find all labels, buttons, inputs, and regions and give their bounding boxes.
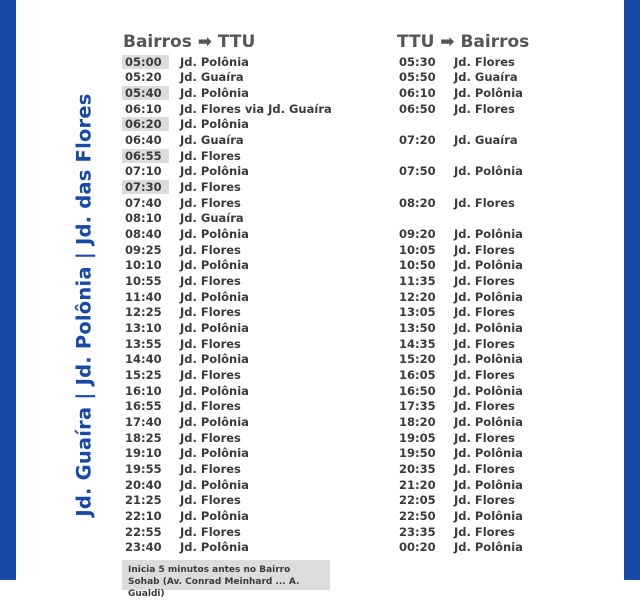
departure-time: 21:25 (125, 493, 162, 508)
schedule-row (114, 273, 332, 289)
departure-time (396, 180, 443, 194)
departure-time: 12:20 (399, 289, 436, 304)
destination: Jd. Polônia (454, 540, 523, 555)
departure-time: 05:30 (399, 54, 436, 69)
schedule-row (388, 383, 529, 399)
destination: Jd. Polônia (454, 164, 523, 179)
schedule-row (388, 539, 529, 555)
schedule-row (388, 461, 529, 477)
destination: Jd. Polônia (180, 117, 249, 132)
destination: Jd. Flores (454, 461, 515, 476)
departure-time: 17:40 (125, 414, 162, 429)
departure-time: 10:55 (125, 274, 162, 289)
departure-time: 06:10 (125, 101, 162, 116)
schedule-row (388, 445, 529, 461)
departure-time: 15:20 (399, 352, 436, 367)
schedule-row (114, 414, 332, 430)
departure-time: 05:50 (399, 70, 436, 85)
destination: Jd. Flores (180, 148, 241, 163)
destination: Jd. Flores (180, 305, 241, 320)
departure-time: 23:35 (399, 524, 436, 539)
destination: Jd. Flores (454, 101, 515, 116)
departure-time: 20:35 (399, 461, 436, 476)
schedule-row (388, 101, 529, 117)
departure-time: 17:35 (399, 399, 436, 414)
destination: Jd. Polônia (454, 352, 523, 367)
departure-time: 19:05 (399, 430, 436, 445)
schedule-row (388, 54, 529, 70)
schedule-row (388, 226, 529, 242)
departure-time (396, 117, 443, 131)
destination: Jd. Flores (454, 367, 515, 382)
destination: Jd. Polônia (180, 414, 249, 429)
schedule-row (388, 242, 529, 258)
destination: Jd. Polônia (180, 258, 249, 273)
destination: Jd. Flores (180, 195, 241, 210)
departure-time: 12:25 (125, 305, 162, 320)
destination: Jd. Polônia (180, 352, 249, 367)
destination: Jd. Flores (180, 336, 241, 351)
departure-time: 23:40 (125, 540, 162, 555)
destination: Jd. Flores (454, 54, 515, 69)
schedule-row (114, 211, 332, 227)
schedule-row (114, 148, 332, 164)
destination: Jd. Polônia (454, 383, 523, 398)
destination: Jd. Guaíra (180, 133, 244, 148)
departure-time: 11:35 (399, 274, 436, 289)
departure-time: 07:10 (125, 164, 162, 179)
departure-time: 16:05 (399, 367, 436, 382)
schedule-row (388, 477, 529, 493)
schedule-row (388, 195, 529, 211)
schedule-row (388, 273, 529, 289)
departure-time: 05:20 (125, 70, 162, 85)
destination: Jd. Flores (180, 493, 241, 508)
destination: Jd. Flores (454, 336, 515, 351)
departure-time: 10:50 (399, 258, 436, 273)
schedule-row (388, 258, 529, 274)
departure-time: 05:40 (122, 86, 169, 100)
destination: Jd. Guaíra (454, 70, 518, 85)
destination: Jd. Polônia (180, 86, 249, 101)
departure-time: 10:05 (399, 242, 436, 257)
destination: Jd. Flores (454, 274, 515, 289)
departure-time: 10:10 (125, 258, 162, 273)
destination: Jd. Flores (180, 430, 241, 445)
destination: Jd. Flores (180, 242, 241, 257)
schedule-row (388, 492, 529, 508)
destination: Jd. Polônia (180, 320, 249, 335)
departure-time (396, 211, 443, 225)
schedule-row (114, 508, 332, 524)
schedule-row (388, 305, 529, 321)
schedule-row (388, 148, 529, 164)
schedule-row (114, 179, 332, 195)
schedule-row (388, 367, 529, 383)
schedule-row (114, 101, 332, 117)
schedule-row (388, 414, 529, 430)
departure-time: 19:10 (125, 446, 162, 461)
schedule-row (114, 430, 332, 446)
schedule-row (114, 351, 332, 367)
departure-time: 22:10 (125, 508, 162, 523)
departure-time: 08:40 (125, 227, 162, 242)
destination: Jd. Polônia (180, 477, 249, 492)
destination: Jd. Guaíra (180, 211, 244, 226)
departure-time: 08:20 (399, 195, 436, 210)
destination: Jd. Polônia (180, 383, 249, 398)
right-blue-border (624, 0, 640, 580)
destination: Jd. Flores (454, 399, 515, 414)
departure-time: 08:10 (125, 211, 162, 226)
destination: Jd. Flores (454, 493, 515, 508)
destination: Jd. Flores (454, 242, 515, 257)
destination: Jd. Flores (454, 524, 515, 539)
departure-time: 19:55 (125, 461, 162, 476)
schedule-row (388, 211, 529, 227)
departure-time: 13:10 (125, 320, 162, 335)
schedule-row (388, 336, 529, 352)
destination: Jd. Guaíra (180, 70, 244, 85)
schedule-row (388, 320, 529, 336)
schedule-row (114, 445, 332, 461)
departure-time: 16:50 (399, 383, 436, 398)
schedule-row (114, 477, 332, 493)
schedule-row (114, 289, 332, 305)
schedule-row (114, 492, 332, 508)
departure-time: 11:40 (125, 289, 162, 304)
destination: Jd. Polônia (180, 446, 249, 461)
destination: Jd. Polônia (454, 258, 523, 273)
departure-time: 16:10 (125, 383, 162, 398)
schedule-row (114, 242, 332, 258)
schedule-row (388, 508, 529, 524)
schedule-bairros-to-ttu (114, 30, 332, 555)
destination: Jd. Flores (180, 367, 241, 382)
left-rows-list (114, 54, 332, 555)
schedule-row (114, 70, 332, 86)
destination: Jd. Polônia (180, 540, 249, 555)
schedule-row (114, 117, 332, 133)
schedule-row (114, 164, 332, 180)
left-blue-border (0, 0, 16, 580)
schedule-row (114, 320, 332, 336)
departure-time: 07:20 (399, 133, 436, 148)
schedule-row (114, 383, 332, 399)
departure-time: 07:40 (125, 195, 162, 210)
destination: Jd. Flores (454, 430, 515, 445)
departure-time: 13:55 (125, 336, 162, 351)
destination: Jd. Flores (180, 461, 241, 476)
departure-time: 22:55 (125, 524, 162, 539)
departure-time: 06:10 (399, 86, 436, 101)
departure-time: 05:00 (122, 55, 169, 69)
schedule-row (388, 85, 529, 101)
schedule-row (114, 258, 332, 274)
destination: Jd. Flores (180, 524, 241, 539)
schedule-row (388, 70, 529, 86)
departure-time: 06:40 (125, 133, 162, 148)
schedule-row (114, 85, 332, 101)
schedule-row (388, 289, 529, 305)
destination: Jd. Polônia (454, 508, 523, 523)
departure-time: 22:50 (399, 508, 436, 523)
schedule-row (114, 54, 332, 70)
destination: Jd. Flores (454, 195, 515, 210)
destination: Jd. Guaíra (454, 133, 518, 148)
destination: Jd. Polônia (454, 477, 523, 492)
column-header-bairros-ttu: Bairros ➡ TTU (123, 32, 256, 52)
schedule-row (114, 226, 332, 242)
destination: Jd. Polônia (180, 227, 249, 242)
departure-time: 07:30 (122, 180, 169, 194)
right-rows-list (388, 54, 529, 555)
destination: Jd. Polônia (180, 289, 249, 304)
departure-time: 15:25 (125, 367, 162, 382)
schedule-row (114, 524, 332, 540)
schedule-row (114, 195, 332, 211)
departure-time: 14:35 (399, 336, 436, 351)
column-header-ttu-bairros: TTU ➡ Bairros (397, 32, 530, 52)
schedule-row (114, 132, 332, 148)
destination: Jd. Polônia (454, 446, 523, 461)
destination: Jd. Flores (454, 305, 515, 320)
destination: Jd. Polônia (454, 227, 523, 242)
destination: Jd. Flores (180, 274, 241, 289)
departure-time: 07:50 (399, 164, 436, 179)
footnote: Inicia 5 minutos antes no Bairro Sohab (Av. Conrad Meinhard ... A. Gualdi) (122, 560, 330, 590)
destination: Jd. Polônia (180, 54, 249, 69)
destination: Jd. Polônia (454, 414, 523, 429)
destination: Jd. Flores (180, 180, 241, 195)
destination: Jd. Flores (180, 399, 241, 414)
schedule-row (388, 179, 529, 195)
departure-time: 22:05 (399, 493, 436, 508)
schedule-row (388, 117, 529, 133)
departure-time: 18:20 (399, 414, 436, 429)
schedule-row (114, 367, 332, 383)
departure-time: 09:25 (125, 242, 162, 257)
departure-time: 13:50 (399, 320, 436, 335)
departure-time: 09:20 (399, 227, 436, 242)
departure-time (396, 149, 443, 163)
departure-time: 14:40 (125, 352, 162, 367)
schedule-row (114, 398, 332, 414)
departure-time: 06:20 (122, 117, 169, 131)
destination: Jd. Polônia (454, 289, 523, 304)
schedule-row (388, 430, 529, 446)
schedule-row (114, 461, 332, 477)
destination: Jd. Polônia (180, 164, 249, 179)
schedule-row (388, 164, 529, 180)
departure-time: 19:50 (399, 446, 436, 461)
departure-time: 00:20 (399, 540, 436, 555)
departure-time: 06:55 (122, 149, 169, 163)
route-title: Jd. Guaíra | Jd. Polônia | Jd. das Flores (72, 93, 96, 517)
schedule-row (114, 336, 332, 352)
schedule-row (388, 524, 529, 540)
schedule-row (388, 132, 529, 148)
schedule-row (388, 351, 529, 367)
schedule-row (388, 398, 529, 414)
destination: Jd. Polônia (454, 86, 523, 101)
destination: Jd. Flores via Jd. Guaíra (180, 101, 332, 116)
departure-time: 20:40 (125, 477, 162, 492)
schedule-row (114, 539, 332, 555)
schedule-row (114, 305, 332, 321)
departure-time: 13:05 (399, 305, 436, 320)
schedule-ttu-to-bairros (388, 30, 529, 555)
destination: Jd. Polônia (454, 320, 523, 335)
departure-time: 16:55 (125, 399, 162, 414)
departure-time: 21:20 (399, 477, 436, 492)
destination: Jd. Polônia (180, 508, 249, 523)
departure-time: 06:50 (399, 101, 436, 116)
departure-time: 18:25 (125, 430, 162, 445)
